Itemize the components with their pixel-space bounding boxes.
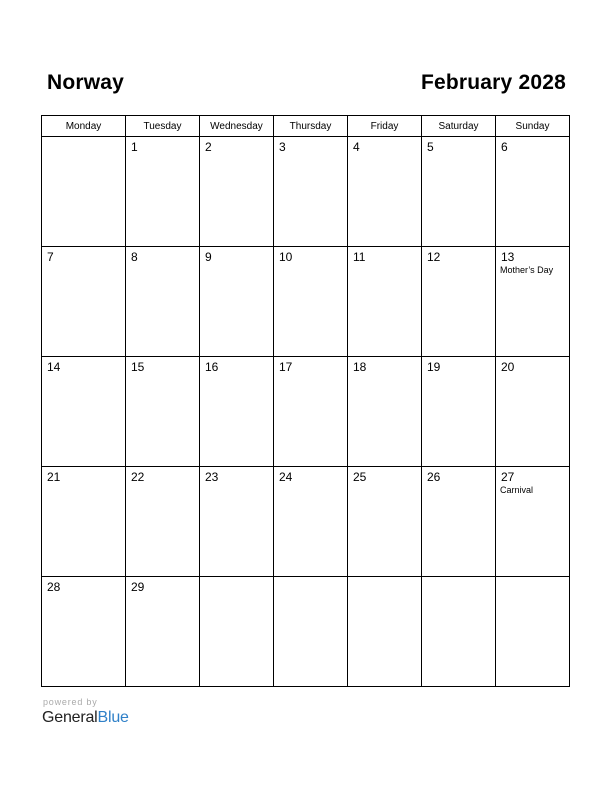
week-row [42,137,570,247]
day-cell [200,357,274,467]
day-cell [422,357,496,467]
day-cell [422,577,496,687]
day-cell [496,357,570,467]
day-cell [496,247,570,357]
holiday-label: Mother’s Day [500,265,554,275]
day-cell [348,357,422,467]
day-cell [496,467,570,577]
day-number: 27 [501,470,515,484]
weekday-header: Monday [42,116,126,137]
weekday-header: Saturday [422,116,496,137]
weekday-header: Friday [348,116,422,137]
day-cell [348,137,422,247]
day-cell [200,247,274,357]
calendar-grid [41,115,570,687]
day-number: 10 [279,250,293,264]
month-title: February 2028 [420,71,566,94]
day-cell [348,467,422,577]
day-cell [274,137,348,247]
day-cell [422,467,496,577]
day-cell [200,467,274,577]
day-cell [348,577,422,687]
weekday-header: Wednesday [200,116,274,137]
holiday-label: Carnival [500,485,534,495]
day-number: 17 [279,360,293,374]
day-cell [42,247,126,357]
day-cell [42,137,126,247]
day-cell [42,577,126,687]
day-number: 25 [353,470,367,484]
day-number: 18 [353,360,367,374]
day-number: 24 [279,470,293,484]
day-number: 2 [205,140,212,154]
day-cell [422,137,496,247]
day-cell [422,247,496,357]
day-number: 19 [427,360,441,374]
day-cell [274,577,348,687]
day-number: 20 [501,360,515,374]
day-number: 23 [205,470,219,484]
country-title: Norway [47,71,125,94]
day-number: 29 [131,580,145,594]
day-cell [496,137,570,247]
day-number: 11 [353,250,366,264]
day-cell [126,577,200,687]
weekday-header: Thursday [274,116,348,137]
day-number: 1 [131,140,138,154]
logo-blue: Blue [97,709,129,726]
day-cell [274,247,348,357]
day-number: 22 [131,470,145,484]
day-number: 12 [427,250,441,264]
week-row [42,467,570,577]
generalblue-logo [42,709,129,727]
logo-general: General [42,709,98,726]
day-cell [42,467,126,577]
day-number: 8 [131,250,138,264]
day-cell [496,577,570,687]
day-number: 3 [279,140,286,154]
day-number: 7 [47,250,54,264]
day-cell [274,467,348,577]
weekday-header: Tuesday [126,116,200,137]
day-number: 21 [47,470,61,484]
day-number: 4 [353,140,360,154]
day-cell [42,357,126,467]
day-number: 26 [427,470,441,484]
day-number: 6 [501,140,508,154]
day-cell [200,137,274,247]
day-number: 28 [47,580,61,594]
day-cell [200,577,274,687]
day-number: 9 [205,250,212,264]
day-cell [348,247,422,357]
week-row [42,357,570,467]
weekday-header: Sunday [496,116,570,137]
weekday-header-row [42,116,570,137]
week-row [42,577,570,687]
powered-by-text: powered by [43,697,98,707]
day-cell [126,247,200,357]
day-cell [126,357,200,467]
day-number: 15 [131,360,145,374]
day-number: 13 [501,250,515,264]
day-cell [126,467,200,577]
day-number: 5 [427,140,434,154]
day-cell [126,137,200,247]
day-number: 14 [47,360,61,374]
day-number: 16 [205,360,219,374]
day-cell [274,357,348,467]
week-row [42,247,570,357]
